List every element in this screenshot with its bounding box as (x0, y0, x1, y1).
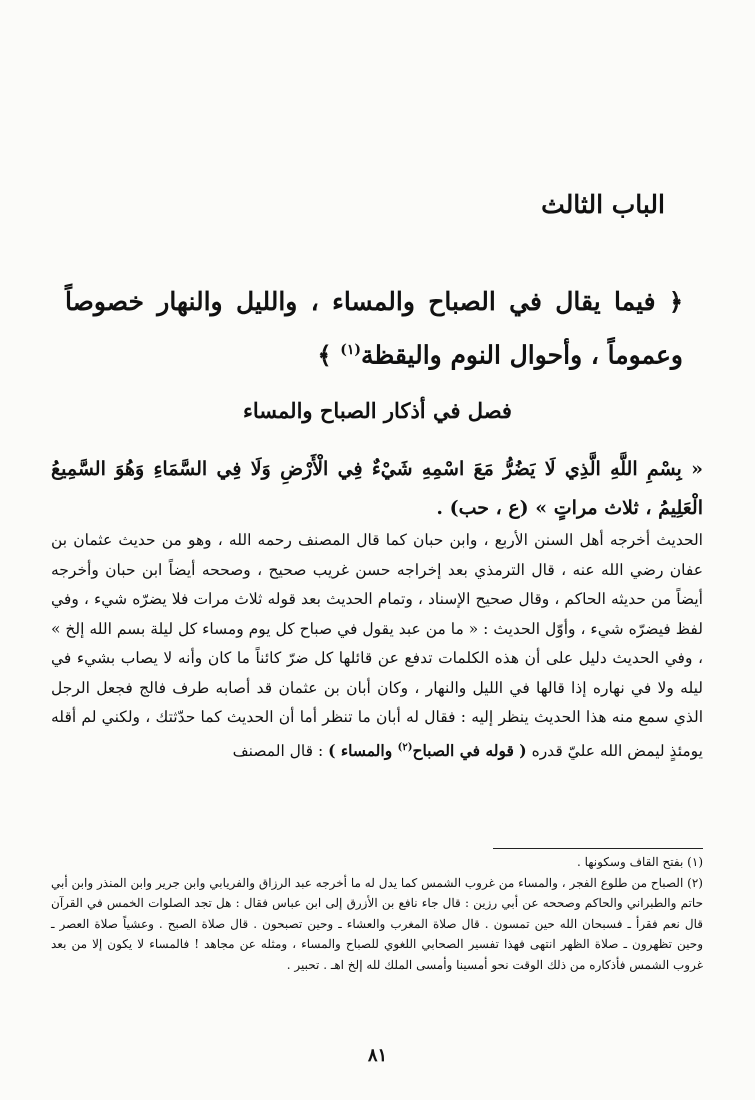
dua-text: « بِسْمِ اللَّهِ الَّذِي لَا يَضُرُّ مَعَ اسْمِهِ شَيْءٌ فِي الْأَرْضِ وَلَا فِي السَّمَاءِ وَهُوَ السَّمِيعُ الْعَلِيمُ ، ثلاث مراتٍ » (ع ، حب) . (51, 458, 703, 519)
body-paragraph (51, 526, 703, 766)
footnotes (51, 852, 703, 975)
close-ornament: ﴾ (317, 340, 332, 370)
quoted-phrase (328, 741, 526, 760)
quote-footnote-marker: (٢) (397, 741, 413, 753)
heading-footnote-marker: (١) (340, 342, 361, 358)
quote-open: ( قوله في الصباح (412, 740, 527, 760)
quote-close: والمساء ) (328, 740, 393, 760)
heading-text: فيما يقال في الصباح والمساء ، والليل والنهار خصوصاً وعموماً ، وأحوال النوم واليقظة (65, 287, 683, 370)
footnote-item (51, 852, 703, 873)
page-number: ٨١ (367, 1045, 388, 1066)
footnote-number: (٢) (687, 875, 703, 890)
footnote-number: (١) (687, 855, 703, 869)
chapter-heading (65, 278, 683, 379)
footnote-text: الصباح من طلوع الفجر ، والمساء من غروب الشمس كما يدل له ما أخرجه عبد الرزاق والفريابي وابن جرير وابن المنذر وابن أبي حاتم والطبراني والحاكم وصححه عن أبي رزين : قال جاء نافع بن الأزرق إلى ابن عباس فقال : هل تجد الصلوات الخمس في القرآن قال نعم فقرأ ـ فسبحان الله حين تمسون . قال صلاة المغرب والعشاء ـ وحين تصبحون . قال صلاة الصبح . وعشياً صلاة العصر ـ وحين تظهرون ـ صلاة الظهر انتهى فهذا تفسير الصحابي اللغوي للصباح والمساء ، ومثله عن مجاهد ! فالمساء لا يكون إلا من بعد غروب الشمس فأذكاره من ذلك الوقت نحو أمسينا وأمسى الملك لله إلخ اهـ . تحبير . (51, 875, 703, 972)
body-text (51, 526, 703, 766)
footnote-item (51, 873, 703, 976)
footnote-text: بفتح القاف وسكونها . (576, 855, 684, 869)
body-paragraph-text: الحديث أخرجه أهل السنن الأربع ، وابن حبان كما قال المصنف رحمه الله ، وهو من حديث عثمان بن عفان رضي الله عنه ، قال الترمذي بعد إخراجه حسن غريب صحيح ، وصححه أيضاً ابن حبان وأخرجه أيضاً من حديثه الحاكم ، وقال صحيح الإسناد ، وتمام الحديث بعد قوله ثلاث مرات فلا يضرّه شيء ، وفي لفظ فيضرّه شيء ، وأوّل الحديث : « ما من عبد يقول في صباح كل يوم ومساء كل ليلة بسم الله إلخ » ، وفي الحديث دليل على أن هذه الكلمات تدفع عن قائلها كل ضرّ كائناً ما كان وأنه لا يصاب بشيء في ليله ولا في نهاره إذا قالها في الليل والنهار ، وكان أبان بن عثمان قد أصابه طرف فالج فجعل الرجل الذي سمع منه هذا الحديث ينظر إليه : فقال له أبان ما تنظر أما أن الحديث كما حدّثتك ، ولكني لم أقله يومئذٍ ليمض الله عليّ قدره (51, 531, 703, 760)
body-tail: : قال المصنف (232, 741, 324, 760)
section-title: فصل في أذكار الصباح والمساء (243, 398, 512, 423)
open-ornament: ﴿ (668, 287, 683, 316)
chapter-title: الباب الثالث (541, 190, 665, 219)
footnote-divider (493, 848, 703, 849)
